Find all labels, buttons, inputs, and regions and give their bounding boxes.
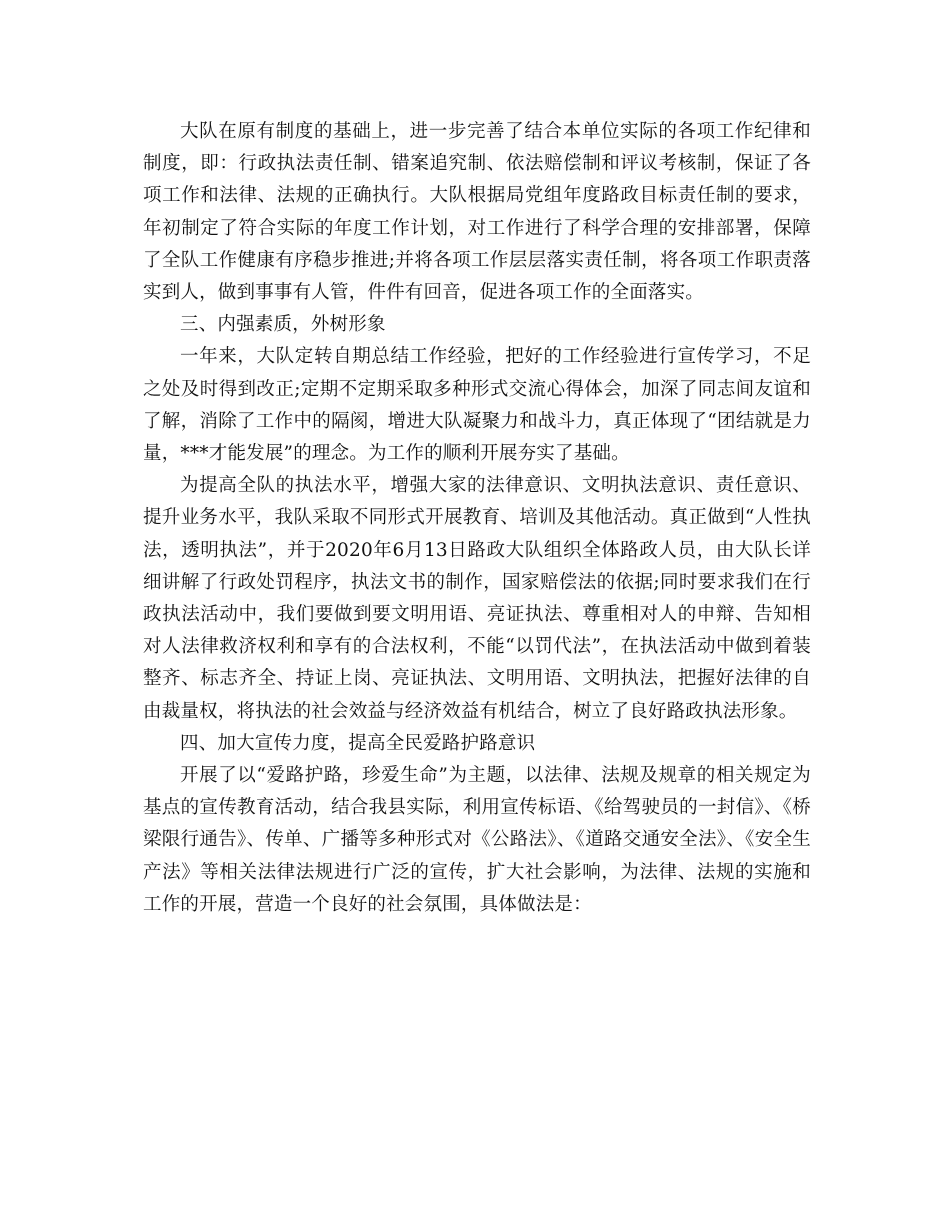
section-heading-3: 三、内强素质，外树形象 bbox=[180, 314, 386, 336]
paragraph-system-improvement: 大队在原有制度的基础上，进一步完善了结合本单位实际的各项工作纪律和制度，即：行政执法责任制、错案追究制、依法赔偿制和评议考核制，保证了各项工作和法律、法规的正确执行。大队根据局党组年度路政目标责任制的要求，年初制定了符合实际的年度工作计划，对工作进行了科学合理的安排部署，保障了全队工作健康有序稳步推进;并将各项工作层层落实责任制，将各项工作职责落实到人，做到事事有人管，件件有回音，促进各项工作的全面落实。 bbox=[143, 121, 811, 304]
paragraph-law-enforcement-training: 为提高全队的执法水平，增强大家的法律意识、文明执法意识、责任意识、提升业务水平，我队采取不同形式开展教育、培训及其他活动。真正做到“人性执法，透明执法”，并于2020年6月13日路政大队组织全体路政人员，由大队长详细讲解了行政处罚程序，执法文书的制作，国家赔偿法的依据;同时要求我们在行政执法活动中，我们要做到要文明用语、亮证执法、尊重相对人的申辩、告知相对人法律救济权利和享有的合法权利，不能“以罚代法”，在执法活动中做到着装整齐、标志齐全、持证上岗、亮证执法、文明用语、文明执法，把握好法律的自由裁量权，将执法的社会效益与经济效益有机结合，树立了良好路政执法形象。 bbox=[143, 475, 811, 722]
document-body bbox=[143, 116, 811, 921]
section-heading-4: 四、加大宣传力度，提高全民爱路护路意识 bbox=[180, 732, 536, 754]
paragraph-experience-summary: 一年来，大队定转自期总结工作经验，把好的工作经验进行宣传学习，不足之处及时得到改正;定期不定期采取多种形式交流心得体会，加深了同志间友谊和了解，消除了工作中的隔阂，增进大队凝聚力和战斗力，真正体现了“团结就是力量，***才能发展”的理念。为工作的顺利开展夯实了基础。 bbox=[143, 346, 811, 465]
paragraph-publicity-activities: 开展了以“爱路护路，珍爱生命”为主题，以法律、法规及规章的相关规定为基点的宣传教育活动，结合我县实际，利用宣传标语、《给驾驶员的一封信》、《桥梁限行通告》、传单、广播等多种形式对《公路法》、《道路交通安全法》、《安全生产法》等相关法律法规进行广泛的宣传，扩大社会影响，为法律、法规的实施和工作的开展，营造一个良好的社会氛围，具体做法是： bbox=[143, 765, 811, 915]
